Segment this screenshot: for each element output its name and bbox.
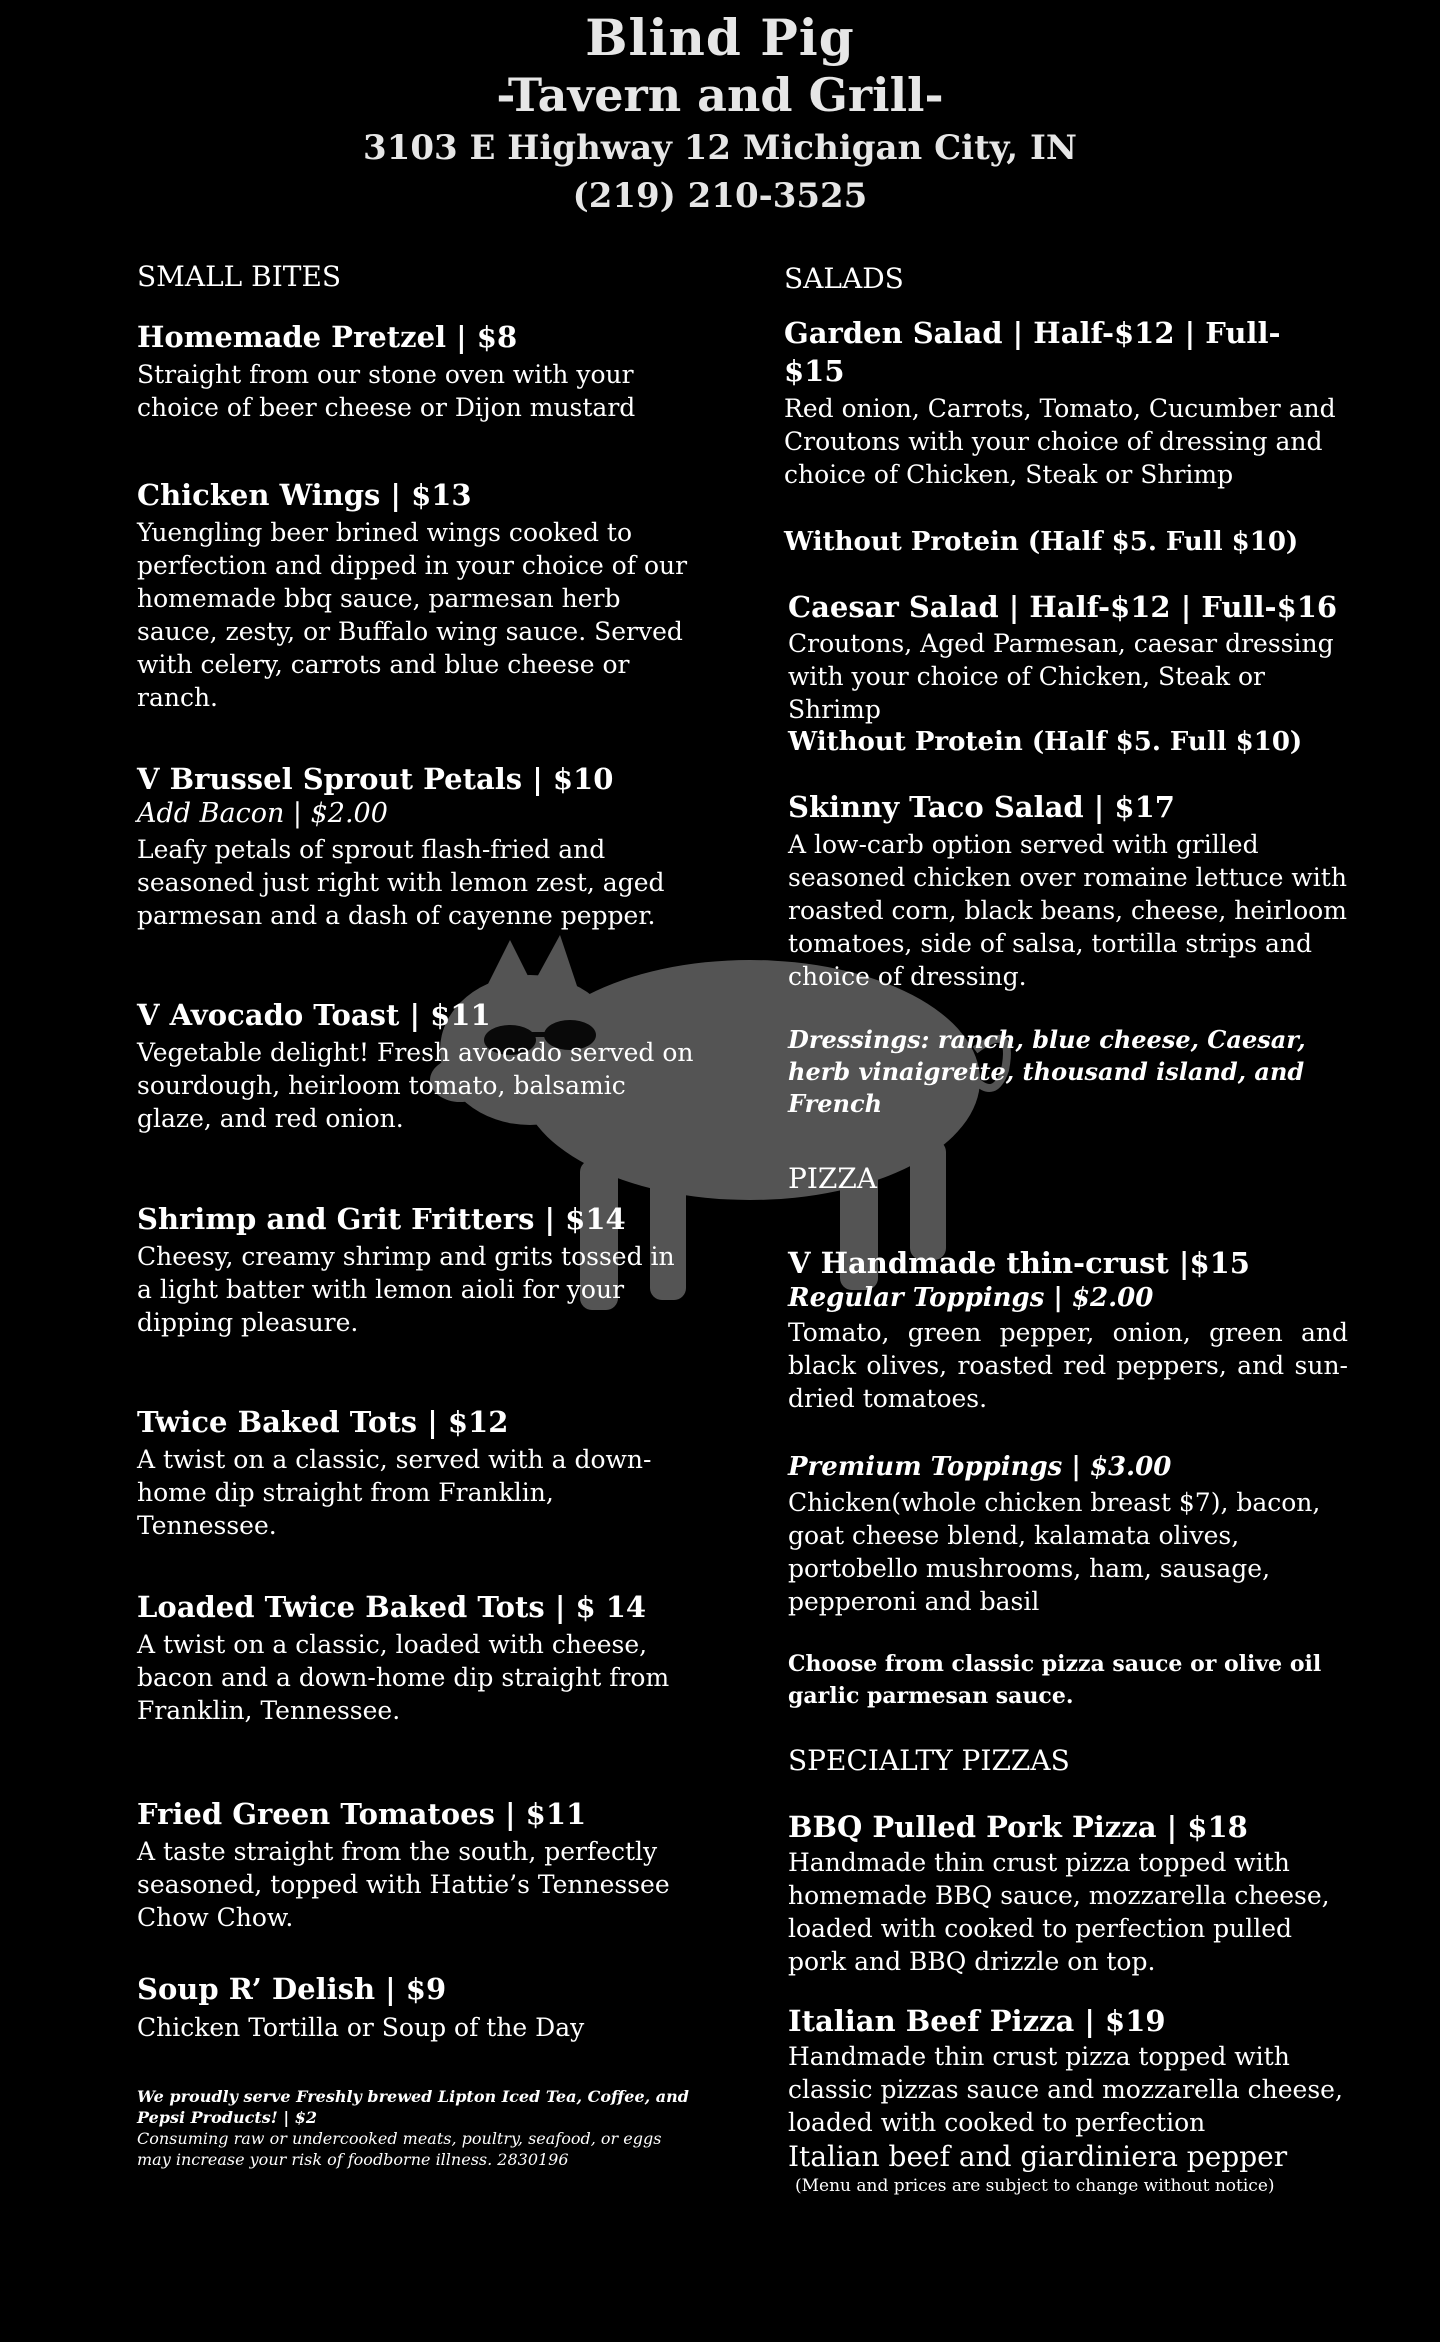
item-description: Handmade thin crust pizza topped with homemade BBQ sauce, mozzarella cheese, loaded with cooked to perfection pulled pork and BBQ drizzle on top.: [788, 1848, 1330, 1976]
item-title: Italian Beef Pizza | $19: [788, 2004, 1166, 2038]
item-description: Vegetable delight! Fresh avocado served on sourdough, heirloom tomato, balsamic glaze, and red onion.: [137, 1038, 694, 1133]
section-pizza: PIZZA: [788, 1162, 878, 1195]
restaurant-subtitle: -Tavern and Grill-: [496, 68, 944, 122]
section-specialty-pizzas: SPECIALTY PIZZAS: [788, 1744, 1070, 1777]
item-title: Fried Green Tomatoes | $11: [137, 1797, 587, 1831]
item-description: A twist on a classic, served with a down-home dip straight from Franklin, Tennessee.: [137, 1445, 652, 1540]
beverage-note: We proudly serve Freshly brewed Lipton Iced Tea, Coffee, and Pepsi Products! | $2: [137, 2087, 689, 2127]
item-title: V Avocado Toast | $11: [137, 998, 491, 1032]
item-title: Homemade Pretzel | $8: [137, 320, 518, 354]
item-title: Shrimp and Grit Fritters | $14: [137, 1202, 626, 1236]
item-note: Without Protein (Half $5. Full $10): [784, 527, 1299, 557]
item-description: Red onion, Carrots, Tomato, Cucumber and Croutons with your choice of dressing and choice of Chicken, Steak or Shrimp: [784, 394, 1336, 489]
restaurant-phone: (219) 210-3525: [572, 176, 868, 216]
item-title: Chicken Wings | $13: [137, 478, 472, 512]
item-title: Soup R’ Delish | $9: [137, 1972, 447, 2006]
health-warning: Consuming raw or undercooked meats, poultry, seafood, or eggs may increase your risk of foodborne illness. 2830196: [137, 2129, 662, 2169]
section-salads: SALADS: [784, 262, 904, 295]
regular-toppings-title: Regular Toppings | $2.00: [788, 1283, 1154, 1313]
restaurant-address: 3103 E Highway 12 Michigan City, IN: [363, 128, 1077, 168]
item-description: Yuengling beer brined wings cooked to perfection and dipped in your choice of our homemade bbq sauce, parmesan herb sauce, zesty, or Buffalo wing sauce. Served with celery, carrots and blue cheese or ranch.: [137, 518, 688, 712]
item-title: Caesar Salad | Half-$12 | Full-$16: [788, 590, 1338, 624]
sauce-choice-note: Choose from classic pizza sauce or olive oil garlic parmesan sauce.: [788, 1651, 1322, 1709]
item-description: A twist on a classic, loaded with cheese, bacon and a down-home dip straight from Franklin, Tennessee.: [137, 1630, 670, 1725]
item-title: Loaded Twice Baked Tots | $ 14: [137, 1590, 647, 1624]
item-description: Leafy petals of sprout flash-fried and seasoned just right with lemon zest, aged parmesan and a dash of cayenne pepper.: [137, 835, 665, 930]
item-description: Straight from our stone oven with your choice of beer cheese or Dijon mustard: [137, 360, 636, 422]
item-addon: Add Bacon | $2.00: [137, 798, 388, 829]
item-title: Skinny Taco Salad | $17: [788, 790, 1175, 824]
item-title: Garden Salad | Half-$12 | Full-: [784, 316, 1281, 350]
restaurant-name: Blind Pig: [585, 8, 855, 67]
item-title: BBQ Pulled Pork Pizza | $18: [788, 1810, 1248, 1844]
regular-toppings-description: Tomato, green pepper, onion, green and black olives, roasted red peppers, and sun-dried tomatoes.: [788, 1318, 1348, 1413]
section-small-bites: SMALL BITES: [137, 260, 342, 293]
item-note: Without Protein (Half $5. Full $10): [788, 727, 1303, 757]
premium-toppings-title: Premium Toppings | $3.00: [788, 1452, 1172, 1482]
item-description: Chicken Tortilla or Soup of the Day: [137, 2013, 585, 2042]
item-description: A low-carb option served with grilled seasoned chicken over romaine lettuce with roasted corn, black beans, cheese, heirloom tomatoes, side of salsa, tortilla strips and choice of dressing.: [788, 830, 1347, 991]
item-title-continued: $15: [784, 354, 845, 388]
item-title: Twice Baked Tots | $12: [137, 1405, 509, 1439]
item-description: A taste straight from the south, perfectly seasoned, topped with Hattie’s Tennessee Chow Chow.: [137, 1837, 670, 1932]
item-title: V Handmade thin-crust |$15: [788, 1246, 1250, 1280]
dressings-list: Dressings: ranch, blue cheese, Caesar, herb vinaigrette, thousand island, and French: [788, 1025, 1306, 1118]
item-title: V Brussel Sprout Petals | $10: [137, 762, 614, 796]
item-description: Croutons, Aged Parmesan, caesar dressing with your choice of Chicken, Steak or Shrimp: [788, 629, 1334, 724]
item-description: Handmade thin crust pizza topped with classic pizzas sauce and mozzarella cheese, loaded with cooked to perfection: [788, 2042, 1343, 2137]
premium-toppings-description: Chicken(whole chicken breast $7), bacon, goat cheese blend, kalamata olives, portobello mushrooms, ham, sausage, pepperoni and basil: [788, 1488, 1321, 1616]
item-description: Cheesy, creamy shrimp and grits tossed in a light batter with lemon aioli for your dipping pleasure.: [137, 1242, 675, 1337]
item-description-large: Italian beef and giardiniera pepper: [788, 2140, 1288, 2173]
menu-disclaimer: (Menu and prices are subject to change without notice): [795, 2176, 1275, 2196]
